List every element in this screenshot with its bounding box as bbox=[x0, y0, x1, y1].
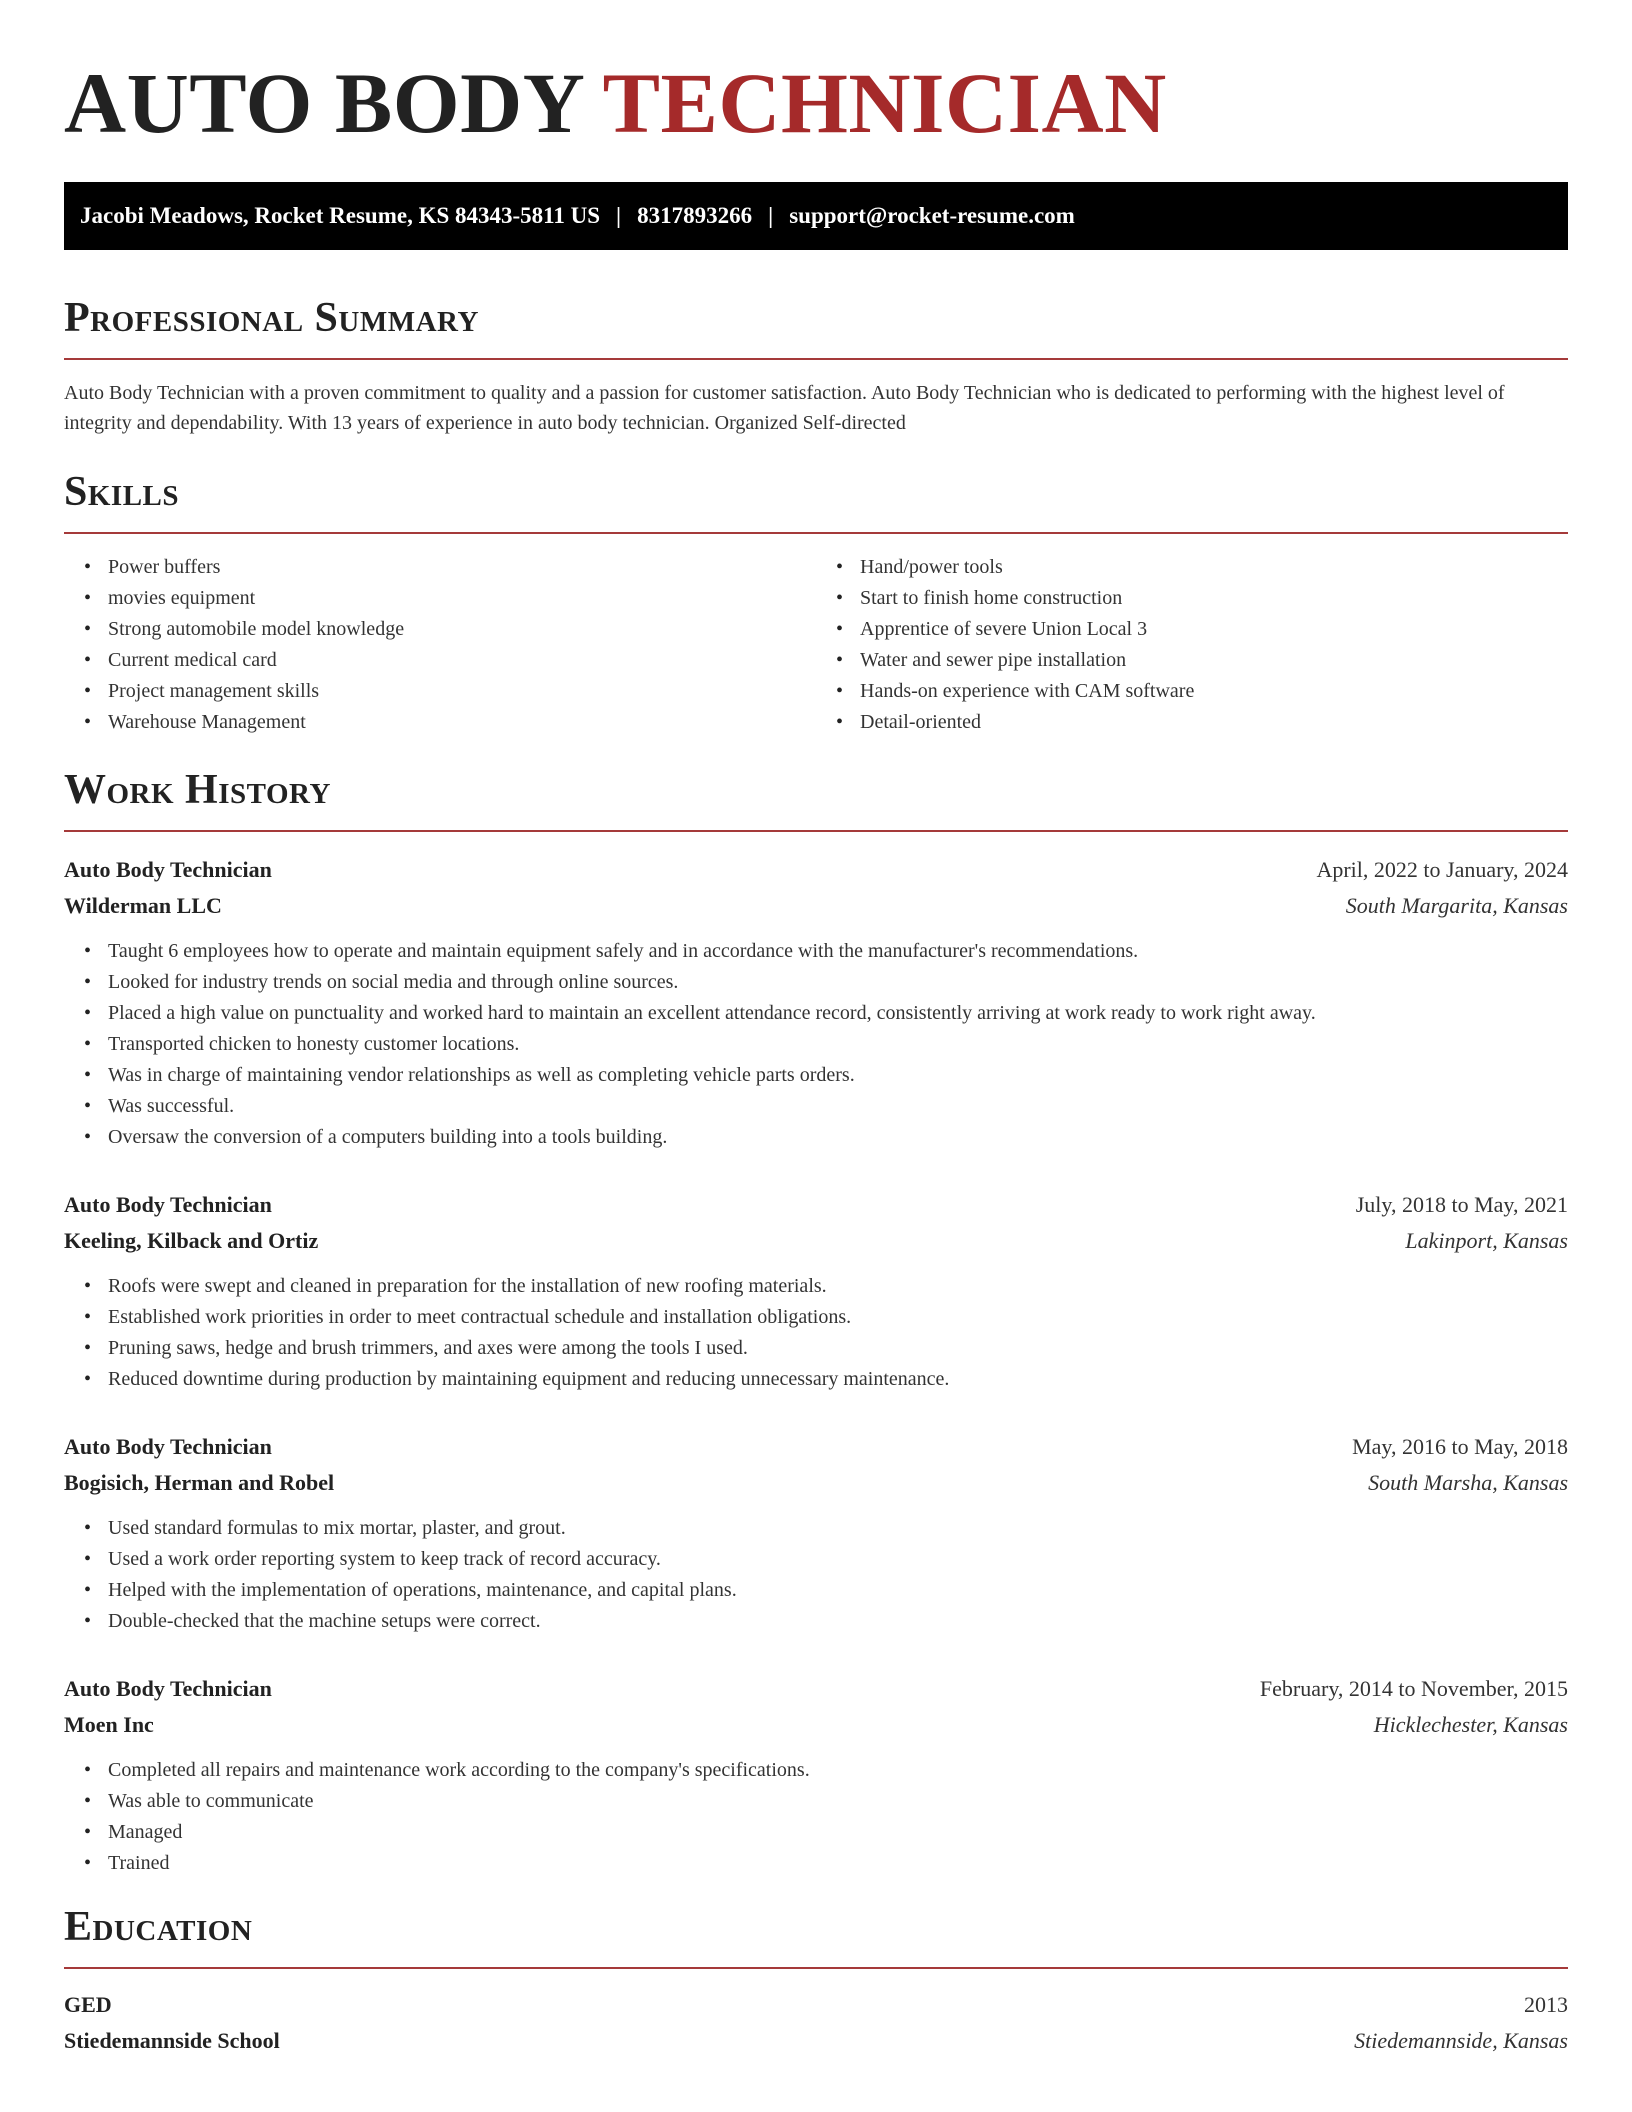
education-entry bbox=[64, 1987, 1568, 2059]
skills-column-right bbox=[816, 552, 1568, 738]
skill-item: • Apprentice of severe Union Local 3 bbox=[860, 614, 1568, 645]
job-company-row bbox=[64, 1465, 1568, 1501]
job-company: Bogisich, Herman and Robel bbox=[64, 1470, 335, 1495]
skill-item: • Detail-oriented bbox=[860, 707, 1568, 738]
summary-heading: Professional Summary bbox=[64, 295, 479, 341]
skill-item: • Current medical card bbox=[108, 645, 816, 676]
skills-heading: Skills bbox=[64, 469, 180, 515]
job-location: Lakinport, Kansas bbox=[1405, 1228, 1568, 1253]
skill-item: • Hand/power tools bbox=[860, 552, 1568, 583]
job-title: Auto Body Technician bbox=[64, 1192, 272, 1217]
job-duty: • Reduced downtime during production by maintaining equipment and reducing unnecessary maintenance. bbox=[108, 1364, 1568, 1395]
resume-title bbox=[64, 54, 1568, 152]
contact-separator: | bbox=[768, 203, 774, 228]
contact-separator: | bbox=[616, 203, 622, 228]
job-entry bbox=[64, 1187, 1568, 1395]
job-duty: • Taught 6 employees how to operate and maintain equipment safely and in accordance with the manufacturer's recommendations. bbox=[108, 936, 1568, 967]
job-header-row bbox=[64, 1671, 1568, 1707]
job-entry bbox=[64, 1429, 1568, 1637]
job-dates: February, 2014 to November, 2015 bbox=[1259, 1676, 1568, 1701]
contact-bar bbox=[64, 182, 1568, 250]
job-duty: • Trained bbox=[108, 1848, 1568, 1879]
job-duty: • Double-checked that the machine setups were correct. bbox=[108, 1606, 1568, 1637]
job-dates: April, 2022 to January, 2024 bbox=[1316, 857, 1568, 882]
job-duty: • Oversaw the conversion of a computers building into a tools building. bbox=[108, 1122, 1568, 1153]
job-company-row bbox=[64, 888, 1568, 924]
job-duty: • Used standard formulas to mix mortar, plaster, and grout. bbox=[108, 1513, 1568, 1544]
skills-column-left bbox=[64, 552, 816, 738]
job-company-row bbox=[64, 1707, 1568, 1743]
skill-item: • Start to finish home construction bbox=[860, 583, 1568, 614]
job-duty: • Established work priorities in order to meet contractual schedule and installation obligations. bbox=[108, 1302, 1568, 1333]
skill-item: • Warehouse Management bbox=[108, 707, 816, 738]
title-part-job: AUTO BODY bbox=[64, 55, 583, 151]
job-title: Auto Body Technician bbox=[64, 1676, 272, 1701]
job-title: Auto Body Technician bbox=[64, 1434, 272, 1459]
job-duty: • Placed a high value on punctuality and worked hard to maintain an excellent attendance record, consistently arriving at work ready to work right away. bbox=[108, 998, 1568, 1029]
contact-email: support@rocket-resume.com bbox=[789, 203, 1075, 228]
summary-text: Auto Body Technician with a proven commitment to quality and a passion for customer satisfaction. Auto Body Technician who is dedicated to performing with the highest level of integrity and dependability. With 13 years of experience in auto body technician. Organized Self-directed bbox=[64, 382, 1505, 434]
job-company: Keeling, Kilback and Ortiz bbox=[64, 1228, 319, 1253]
education-school-row bbox=[64, 2023, 1568, 2059]
skill-item: • movies equipment bbox=[108, 583, 816, 614]
education-year: 2013 bbox=[1524, 1992, 1568, 2017]
contact-address: Jacobi Meadows, Rocket Resume, KS 84343-5811 US bbox=[80, 203, 601, 228]
job-duties-list bbox=[64, 936, 1568, 1153]
job-header-row bbox=[64, 1187, 1568, 1223]
section-divider bbox=[64, 358, 1568, 360]
section-divider bbox=[64, 1967, 1568, 1969]
job-dates: July, 2018 to May, 2021 bbox=[1355, 1192, 1568, 1217]
job-header-row bbox=[64, 1429, 1568, 1465]
job-company: Moen Inc bbox=[64, 1712, 154, 1737]
job-duty: • Used a work order reporting system to keep track of record accuracy. bbox=[108, 1544, 1568, 1575]
skills-grid bbox=[64, 552, 1568, 738]
job-duty: • Was successful. bbox=[108, 1091, 1568, 1122]
education-heading: Education bbox=[64, 1904, 253, 1950]
job-duty: • Completed all repairs and maintenance work according to the company's specifications. bbox=[108, 1755, 1568, 1786]
job-duty: • Helped with the implementation of operations, maintenance, and capital plans. bbox=[108, 1575, 1568, 1606]
job-location: South Margarita, Kansas bbox=[1345, 893, 1568, 918]
education-header-row bbox=[64, 1987, 1568, 2023]
title-part-accent: TECHNICIAN bbox=[602, 55, 1167, 151]
job-company: Wilderman LLC bbox=[64, 893, 222, 918]
job-duties-list bbox=[64, 1271, 1568, 1395]
contact-phone: 8317893266 bbox=[637, 203, 753, 228]
job-duty: • Was able to communicate bbox=[108, 1786, 1568, 1817]
section-divider bbox=[64, 532, 1568, 534]
education-degree: GED bbox=[64, 1992, 112, 2017]
job-duty: • Looked for industry trends on social media and through online sources. bbox=[108, 967, 1568, 998]
job-duty: • Transported chicken to honesty customer locations. bbox=[108, 1029, 1568, 1060]
job-entry bbox=[64, 1671, 1568, 1879]
job-dates: May, 2016 to May, 2018 bbox=[1352, 1434, 1568, 1459]
job-duty: • Roofs were swept and cleaned in preparation for the installation of new roofing materials. bbox=[108, 1271, 1568, 1302]
job-title: Auto Body Technician bbox=[64, 857, 272, 882]
education-school: Stiedemannside School bbox=[64, 2028, 280, 2053]
skill-item: • Hands-on experience with CAM software bbox=[860, 676, 1568, 707]
skill-item: • Power buffers bbox=[108, 552, 816, 583]
section-divider bbox=[64, 830, 1568, 832]
skill-item: • Project management skills bbox=[108, 676, 816, 707]
job-duty: • Managed bbox=[108, 1817, 1568, 1848]
job-entry bbox=[64, 852, 1568, 1153]
job-location: South Marsha, Kansas bbox=[1368, 1470, 1568, 1495]
skill-item: • Strong automobile model knowledge bbox=[108, 614, 816, 645]
job-duties-list bbox=[64, 1755, 1568, 1879]
job-location: Hicklechester, Kansas bbox=[1373, 1712, 1568, 1737]
job-duty: • Pruning saws, hedge and brush trimmers, and axes were among the tools I used. bbox=[108, 1333, 1568, 1364]
job-duties-list bbox=[64, 1513, 1568, 1637]
job-duty: • Was in charge of maintaining vendor relationships as well as completing vehicle parts orders. bbox=[108, 1060, 1568, 1091]
skill-item: • Water and sewer pipe installation bbox=[860, 645, 1568, 676]
job-company-row bbox=[64, 1223, 1568, 1259]
education-location: Stiedemannside, Kansas bbox=[1354, 2028, 1568, 2053]
job-header-row bbox=[64, 852, 1568, 888]
work-history-heading: Work History bbox=[64, 767, 331, 813]
